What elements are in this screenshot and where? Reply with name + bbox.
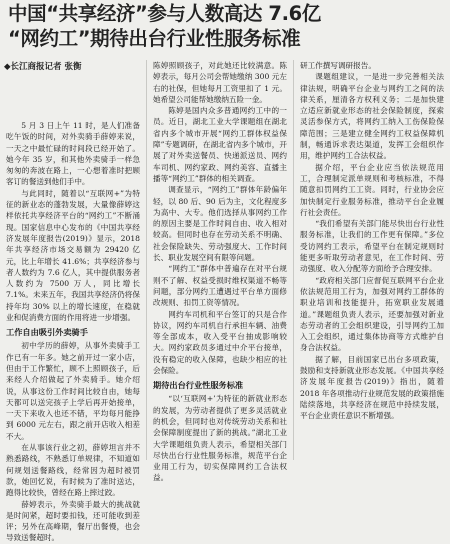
- column-divider-2: [293, 60, 294, 460]
- paragraph: 5 月 3 日上午 11 时，是人们准备吃午饭的时间，对外卖骑手薛婷来说，一天之中最忙碌的时间段已经开始了。她今年 35 岁，和其他外卖骑手一样急匆匆的奔波在路上，一心想着准时把顾客订的餐送到他们手中。: [6, 121, 140, 187]
- headline-line-2: “网约工”期待出台行业性服务标准: [8, 27, 301, 50]
- paragraph: 与此同时，随着以“互联网+”为特征的新业态的蓬勃发展，大量像薛婷这样依托共享经济平台的“网约工”不断涌现。国家信息中心发布的《中国共享经济发展年度报告(2019)》显示，2018 年共享经济市场交易额为 29420 亿元，比上年增长 41.6%；共享经济参与者人数约为 7.6 亿人，其中提供服务者人数约为 7500 万人，同比增长 7.1%。未来五年，我国共享经济仍将保持年均 30% 以上的增长速度，在稳就业和促消费方面的作用将进一步增强。: [6, 188, 140, 323]
- paragraph: 调查显示，“网约工”群体年龄偏年轻，以 80 后、90 后为主，文化程度多为高中、大专。他们选择从事网约工作的原因主要是工作时间自由、收入相对较高。但同时也存在劳动关系不明确、社会保险缺失、劳动强度大、工作时间长、职业发展空间有限等问题。: [153, 185, 287, 263]
- section-subhead: 期待出台行业性服务标准: [153, 380, 244, 391]
- paragraph: 研工作撰写调研报告。: [300, 61, 376, 70]
- paragraph: 课题组建议，一是进一步完善相关法律法规，明确平台企业与网约工之间的法律关系，厘清各方权利义务；二是加快建立适应新就业形态的社会保险制度，探索灵活参保方式，将网约工纳入工伤保险保障范围；三是建立健全网约工权益保障机制，畅通诉求表达渠道，发挥工会组织作用，维护网约工合法权益。: [300, 72, 444, 161]
- paragraph: 陈婷是国内众多普通网约工中的一员。近日，湖北工业大学课题组在湖北省内多个城市开展“网约工群体权益保障”专题调研，在湖北省内多个城市，开展了对外卖送餐员、快递派送员、网约车司机、网约家政、网约美容、直播主播等“网约工”群体的相关调查。: [153, 106, 287, 183]
- paragraph: 据了解，目前国家已出台多项政策，鼓励和支持新就业形态发展。《中国共享经济发展年度报告(2019)》指出，随着 2018 年各项推动行业规范发展的政策措施陆续落地，共享经济在规范中持续发展，平台企业责任意识不断增强。: [300, 354, 444, 421]
- byline: ◆长江商报记者 张衡: [4, 62, 82, 72]
- paragraph: 陈婷照顾孩子，对此她还比较满意。陈婷表示，每月公司会帮她缴纳 300 元左右的社保，但她每月工资里扣了 1 元。她希望公司能帮她缴纳五险一金。: [153, 61, 287, 104]
- column-3: [300, 60, 444, 460]
- headline: [8, 2, 444, 50]
- column-divider-1: [146, 60, 147, 460]
- headline-line-1: 中国“共享经济”参与人数高达 7.6亿: [8, 2, 321, 25]
- paragraph: 在从事该行业之初，薛婷坦言并不熟悉路线，不熟悉订单规律，不知道如何规划送餐路线，经常因为超时被罚款，她回忆说，有时候为了准时送达，跑得比较快，曾经在路上摔过跤。: [6, 443, 140, 498]
- paragraph: “我们希望有关部门能尽快出台行业性服务标准，让我们的工作更有保障。”多位受访网约工表示，希望平台在制定规则时能更多听取劳动者意见，在工作时间、劳动强度、收入分配等方面给予合理安排。: [300, 219, 444, 274]
- column-1: [6, 120, 140, 543]
- column-2: [153, 60, 287, 483]
- paragraph: “以‘互联网+’为特征的新就业形态的发展，为劳动者提供了更多灵活就业的机会，但同时也对传统劳动关系和社会保障制度提出了新的挑战。”湖北工业大学课题组负责人表示，希望相关部门尽快出台行业性服务标准，规范平台企业用工行为，切实保障网约工合法权益。: [153, 394, 287, 483]
- paragraph: 网约车司机和平台签订的只是合作协议，网约车司机自行承担车辆、油费等全部成本，收入受平台抽成影响较大。网约家政员多通过中介平台接单，没有稳定的收入保障，也缺少相应的社会保险。: [153, 309, 287, 376]
- section-subhead: 工作自由吸引外卖骑手: [6, 327, 88, 338]
- paragraph: 薛婷表示，外卖骑手最大的挑战就是时间紧，超时要扣钱，还可能收到差评；另外在高峰期，餐厅出餐慢，也会导致送餐超时。: [6, 499, 140, 543]
- paragraph: 据介绍，平台企业应当依法规范用工，合理制定派单规则和考核标准，不得随意扣罚网约工工资。同时，行业协会应加快制定行业服务标准，推动平台企业履行社会责任。: [300, 162, 444, 217]
- paragraph: “政府相关部门应督促互联网平台企业依法规范用工行为，加强对网约工群体的职业培训和技能提升，拓宽职业发展通道。”课题组负责人表示，还要加强对新业态劳动者的工会组织建设，引导网约工加入工会组织，通过集体协商等方式维护自身合法权益。: [300, 275, 444, 353]
- paragraph: “网约工”群体中普遍存在对平台规则不了解、权益受损时维权渠道不畅等问题，部分网约工遭遇过平台单方面修改规则、扣罚工资等情况。: [153, 264, 287, 308]
- paragraph: 初中学历的薛婷，从事外卖骑手工作已有一年多。她之前开过一家小店，但由于工作繁忙，顾不上照顾孩子，后来经人介绍做起了外卖骑手。她介绍说，从事这份工作时间比较自由，她每天都可以送完孩子上学后再开始接单，一天下来收入也还不错，平均每月能挣到 6000 元左右，跟之前开店收入相差不大。: [6, 341, 140, 441]
